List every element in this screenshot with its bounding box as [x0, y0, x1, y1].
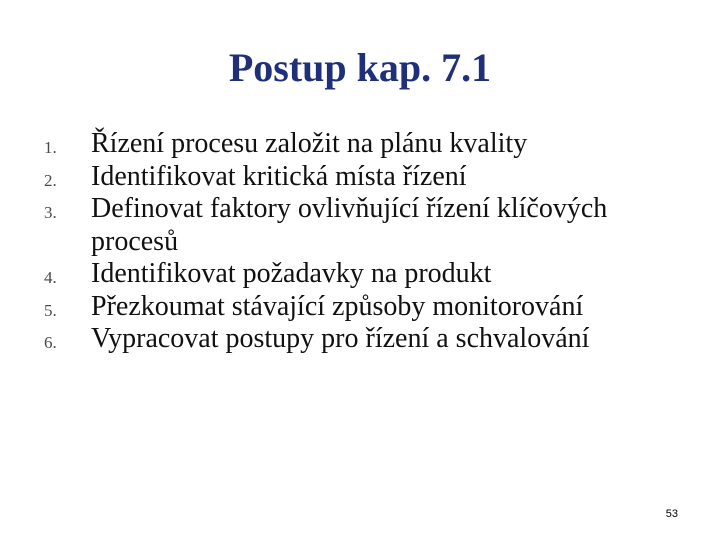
list-item [0, 291, 720, 324]
list-item-number: 6. [44, 333, 57, 352]
list-item [0, 128, 720, 161]
numbered-list [0, 128, 720, 356]
list-item-text: Definovat faktory ovlivňující řízení klíčových procesů [91, 193, 608, 257]
list-item-number: 5. [44, 300, 57, 320]
list-item [0, 161, 720, 194]
list-item-number: 4. [44, 268, 57, 287]
list-item-text: Řízení procesu založit na plánu kvality [91, 128, 528, 159]
list-item-text: Identifikovat požadavky na produkt [91, 258, 492, 289]
list-item [0, 193, 720, 258]
list-item-number: 3. [44, 203, 57, 222]
list-item-number: 1. [44, 138, 57, 157]
list-item-text: Identifikovat kritická místa řízení [91, 160, 467, 192]
slide-title: Postup kap. 7.1 [228, 45, 492, 90]
list-item [0, 323, 720, 356]
page-number: 53 [665, 508, 678, 520]
list-item [0, 258, 720, 291]
list-item-number: 2. [44, 170, 57, 190]
list-item-text: Přezkoumat stávající způsoby monitorování [91, 290, 584, 322]
list-item-text: Vypracovat postupy pro řízení a schvalování [91, 323, 590, 354]
